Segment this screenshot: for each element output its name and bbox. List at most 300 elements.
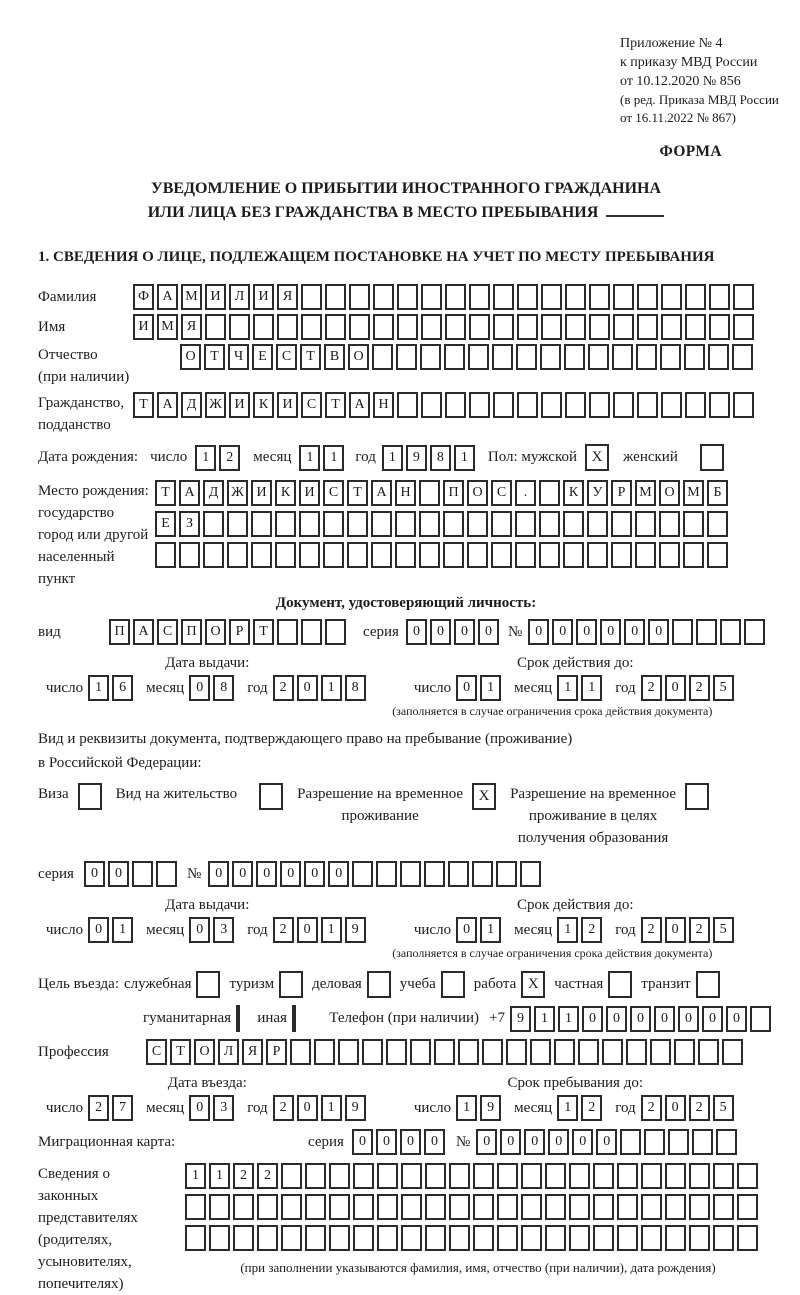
char-box[interactable]: 9 <box>480 1095 501 1121</box>
char-box[interactable] <box>410 1039 431 1065</box>
char-box[interactable] <box>569 1194 590 1220</box>
char-box[interactable]: Е <box>252 344 273 370</box>
char-box[interactable] <box>400 861 421 887</box>
char-box[interactable] <box>709 284 730 310</box>
char-box[interactable] <box>613 284 634 310</box>
char-box[interactable]: С <box>491 480 512 506</box>
char-box[interactable]: 2 <box>273 675 294 701</box>
char-box[interactable]: 2 <box>689 917 710 943</box>
char-box[interactable] <box>371 542 392 568</box>
char-box[interactable] <box>589 392 610 418</box>
char-box[interactable] <box>377 1163 398 1189</box>
char-box[interactable] <box>565 392 586 418</box>
char-box[interactable]: 0 <box>582 1006 603 1032</box>
char-box[interactable] <box>520 861 541 887</box>
char-box[interactable]: 3 <box>213 917 234 943</box>
char-box[interactable]: 1 <box>321 917 342 943</box>
char-box[interactable] <box>626 1039 647 1065</box>
char-box[interactable] <box>425 1194 446 1220</box>
char-box[interactable] <box>290 1039 311 1065</box>
char-box[interactable] <box>492 344 513 370</box>
char-box[interactable]: 1 <box>323 445 344 471</box>
char-box[interactable] <box>515 542 536 568</box>
char-box[interactable]: 8 <box>430 445 451 471</box>
char-box[interactable]: 9 <box>345 917 366 943</box>
char-box[interactable]: У <box>587 480 608 506</box>
char-box[interactable] <box>253 314 274 340</box>
char-box[interactable] <box>386 1039 407 1065</box>
char-box[interactable]: 0 <box>297 917 318 943</box>
char-box[interactable] <box>593 1163 614 1189</box>
char-box[interactable]: 2 <box>581 917 602 943</box>
char-box[interactable] <box>421 314 442 340</box>
char-box[interactable] <box>732 344 753 370</box>
char-box[interactable]: 1 <box>382 445 403 471</box>
char-box[interactable]: 0 <box>630 1006 651 1032</box>
char-box[interactable]: 0 <box>524 1129 545 1155</box>
char-box[interactable]: К <box>563 480 584 506</box>
char-box[interactable] <box>185 1194 206 1220</box>
char-box[interactable]: 1 <box>454 445 475 471</box>
char-box[interactable] <box>468 344 489 370</box>
char-box[interactable]: Я <box>277 284 298 310</box>
char-box[interactable]: 1 <box>321 675 342 701</box>
char-box[interactable] <box>709 314 730 340</box>
char-box[interactable] <box>665 1225 686 1251</box>
char-box[interactable]: Д <box>203 480 224 506</box>
char-box[interactable]: А <box>157 284 178 310</box>
char-box[interactable] <box>683 511 704 537</box>
char-box[interactable] <box>707 542 728 568</box>
char-box[interactable] <box>684 344 705 370</box>
char-box[interactable]: Ф <box>133 284 154 310</box>
char-box[interactable] <box>469 314 490 340</box>
char-box[interactable]: М <box>157 314 178 340</box>
char-box[interactable] <box>733 284 754 310</box>
char-box[interactable] <box>233 1225 254 1251</box>
char-box[interactable]: С <box>276 344 297 370</box>
char-box[interactable] <box>707 511 728 537</box>
char-box[interactable]: М <box>683 480 704 506</box>
char-box[interactable] <box>660 344 681 370</box>
char-box[interactable] <box>497 1225 518 1251</box>
char-box[interactable] <box>421 392 442 418</box>
char-box[interactable] <box>371 511 392 537</box>
char-box[interactable] <box>257 1194 278 1220</box>
char-box[interactable] <box>352 861 373 887</box>
char-box[interactable] <box>362 1039 383 1065</box>
char-box[interactable] <box>229 314 250 340</box>
char-box[interactable] <box>689 1225 710 1251</box>
char-box[interactable]: И <box>251 480 272 506</box>
char-box[interactable] <box>397 284 418 310</box>
char-box[interactable] <box>277 314 298 340</box>
char-box[interactable]: Т <box>155 480 176 506</box>
char-box[interactable] <box>401 1225 422 1251</box>
char-box[interactable] <box>539 511 560 537</box>
char-box[interactable]: 0 <box>572 1129 593 1155</box>
char-box[interactable]: 1 <box>209 1163 230 1189</box>
char-box[interactable]: Л <box>229 284 250 310</box>
char-box[interactable] <box>713 1194 734 1220</box>
char-box[interactable] <box>593 1194 614 1220</box>
char-box[interactable]: 0 <box>648 619 669 645</box>
char-box[interactable]: Д <box>181 392 202 418</box>
char-box[interactable]: 6 <box>112 675 133 701</box>
char-box[interactable] <box>421 284 442 310</box>
checkbox-visa[interactable] <box>78 783 102 810</box>
char-box[interactable]: Ж <box>205 392 226 418</box>
char-box[interactable]: 3 <box>213 1095 234 1121</box>
char-box[interactable]: 2 <box>641 917 662 943</box>
char-box[interactable] <box>611 542 632 568</box>
char-box[interactable] <box>155 542 176 568</box>
char-box[interactable]: 9 <box>406 445 427 471</box>
char-box[interactable]: 0 <box>500 1129 521 1155</box>
char-box[interactable]: 1 <box>480 675 501 701</box>
char-box[interactable] <box>692 1129 713 1155</box>
char-box[interactable] <box>617 1194 638 1220</box>
char-box[interactable] <box>281 1194 302 1220</box>
char-box[interactable] <box>716 1129 737 1155</box>
char-box[interactable] <box>659 511 680 537</box>
char-box[interactable]: С <box>146 1039 167 1065</box>
char-box[interactable] <box>376 861 397 887</box>
char-box[interactable] <box>203 511 224 537</box>
checkbox-residence-permit[interactable] <box>259 783 283 810</box>
char-box[interactable] <box>613 314 634 340</box>
char-box[interactable] <box>554 1039 575 1065</box>
char-box[interactable] <box>517 284 538 310</box>
char-box[interactable]: П <box>443 480 464 506</box>
char-box[interactable]: 0 <box>528 619 549 645</box>
char-box[interactable]: П <box>109 619 130 645</box>
char-box[interactable]: 5 <box>713 675 734 701</box>
char-box[interactable]: 5 <box>713 917 734 943</box>
char-box[interactable] <box>541 284 562 310</box>
char-box[interactable] <box>521 1163 542 1189</box>
char-box[interactable] <box>132 861 153 887</box>
char-box[interactable] <box>541 314 562 340</box>
char-box[interactable] <box>203 542 224 568</box>
char-box[interactable] <box>637 314 658 340</box>
char-box[interactable] <box>397 314 418 340</box>
char-box[interactable] <box>565 314 586 340</box>
char-box[interactable]: Е <box>155 511 176 537</box>
char-box[interactable] <box>373 284 394 310</box>
char-box[interactable] <box>325 284 346 310</box>
char-box[interactable] <box>251 542 272 568</box>
char-box[interactable] <box>473 1163 494 1189</box>
char-box[interactable] <box>564 344 585 370</box>
char-box[interactable] <box>445 392 466 418</box>
char-box[interactable] <box>325 619 346 645</box>
char-box[interactable]: 0 <box>456 917 477 943</box>
char-box[interactable] <box>467 511 488 537</box>
char-box[interactable] <box>257 1225 278 1251</box>
char-box[interactable]: 2 <box>233 1163 254 1189</box>
char-box[interactable] <box>620 1129 641 1155</box>
char-box[interactable] <box>661 392 682 418</box>
char-box[interactable] <box>665 1163 686 1189</box>
char-box[interactable] <box>644 1129 665 1155</box>
char-box[interactable]: 1 <box>321 1095 342 1121</box>
checkbox-temp-residence-education[interactable] <box>685 783 709 810</box>
char-box[interactable]: Т <box>170 1039 191 1065</box>
char-box[interactable]: А <box>179 480 200 506</box>
char-box[interactable]: 0 <box>606 1006 627 1032</box>
char-box[interactable]: 0 <box>232 861 253 887</box>
char-box[interactable] <box>473 1194 494 1220</box>
char-box[interactable] <box>469 284 490 310</box>
char-box[interactable]: В <box>324 344 345 370</box>
char-box[interactable]: 0 <box>297 675 318 701</box>
char-box[interactable] <box>493 392 514 418</box>
char-box[interactable]: 0 <box>406 619 427 645</box>
char-box[interactable] <box>641 1225 662 1251</box>
char-box[interactable] <box>251 511 272 537</box>
char-box[interactable]: Н <box>395 480 416 506</box>
char-box[interactable] <box>445 284 466 310</box>
char-box[interactable] <box>472 861 493 887</box>
char-box[interactable] <box>458 1039 479 1065</box>
char-box[interactable]: 0 <box>654 1006 675 1032</box>
char-box[interactable]: Т <box>325 392 346 418</box>
char-box[interactable]: К <box>275 480 296 506</box>
char-box[interactable] <box>347 542 368 568</box>
char-box[interactable] <box>419 542 440 568</box>
checkbox-sex-male[interactable]: X <box>585 444 609 471</box>
char-box[interactable]: . <box>515 480 536 506</box>
char-box[interactable]: 0 <box>108 861 129 887</box>
char-box[interactable] <box>209 1194 230 1220</box>
char-box[interactable]: Я <box>181 314 202 340</box>
char-box[interactable] <box>424 861 445 887</box>
char-box[interactable] <box>448 861 469 887</box>
char-box[interactable]: 0 <box>256 861 277 887</box>
char-box[interactable] <box>349 284 370 310</box>
char-box[interactable] <box>281 1163 302 1189</box>
char-box[interactable]: 2 <box>689 675 710 701</box>
char-box[interactable]: 0 <box>552 619 573 645</box>
char-box[interactable] <box>396 344 417 370</box>
char-box[interactable] <box>425 1225 446 1251</box>
char-box[interactable] <box>395 511 416 537</box>
char-box[interactable]: 0 <box>476 1129 497 1155</box>
char-box[interactable]: 1 <box>88 675 109 701</box>
char-box[interactable] <box>563 511 584 537</box>
char-box[interactable]: 0 <box>189 917 210 943</box>
char-box[interactable]: 2 <box>219 445 240 471</box>
char-box[interactable]: 9 <box>510 1006 531 1032</box>
char-box[interactable] <box>496 861 517 887</box>
char-box[interactable] <box>209 1225 230 1251</box>
char-box[interactable]: О <box>348 344 369 370</box>
char-box[interactable] <box>493 284 514 310</box>
char-box[interactable] <box>372 344 393 370</box>
char-box[interactable]: 0 <box>548 1129 569 1155</box>
char-box[interactable]: И <box>253 284 274 310</box>
checkbox-purpose-business[interactable] <box>367 971 391 998</box>
char-box[interactable] <box>497 1163 518 1189</box>
char-box[interactable]: 1 <box>534 1006 555 1032</box>
char-box[interactable] <box>611 511 632 537</box>
char-box[interactable] <box>353 1225 374 1251</box>
char-box[interactable] <box>545 1194 566 1220</box>
char-box[interactable] <box>750 1006 771 1032</box>
char-box[interactable] <box>689 1163 710 1189</box>
char-box[interactable] <box>515 511 536 537</box>
char-box[interactable]: 0 <box>596 1129 617 1155</box>
checkbox-purpose-transit[interactable] <box>696 971 720 998</box>
char-box[interactable] <box>674 1039 695 1065</box>
char-box[interactable]: Б <box>707 480 728 506</box>
char-box[interactable]: А <box>133 619 154 645</box>
char-box[interactable] <box>420 344 441 370</box>
char-box[interactable] <box>698 1039 719 1065</box>
char-box[interactable] <box>733 392 754 418</box>
char-box[interactable]: 1 <box>557 1095 578 1121</box>
char-box[interactable] <box>353 1163 374 1189</box>
char-box[interactable] <box>722 1039 743 1065</box>
char-box[interactable] <box>641 1194 662 1220</box>
char-box[interactable]: Р <box>611 480 632 506</box>
char-box[interactable]: П <box>181 619 202 645</box>
char-box[interactable]: 0 <box>624 619 645 645</box>
char-box[interactable] <box>588 344 609 370</box>
char-box[interactable] <box>373 314 394 340</box>
char-box[interactable] <box>617 1225 638 1251</box>
char-box[interactable]: 1 <box>557 675 578 701</box>
char-box[interactable]: 0 <box>456 675 477 701</box>
char-box[interactable]: 0 <box>665 1095 686 1121</box>
char-box[interactable]: 2 <box>689 1095 710 1121</box>
char-box[interactable] <box>665 1194 686 1220</box>
char-box[interactable] <box>325 314 346 340</box>
char-box[interactable]: М <box>635 480 656 506</box>
char-box[interactable] <box>565 284 586 310</box>
char-box[interactable] <box>275 542 296 568</box>
char-box[interactable] <box>589 284 610 310</box>
char-box[interactable] <box>650 1039 671 1065</box>
char-box[interactable]: 8 <box>345 675 366 701</box>
char-box[interactable] <box>569 1163 590 1189</box>
char-box[interactable]: 5 <box>713 1095 734 1121</box>
char-box[interactable] <box>578 1039 599 1065</box>
char-box[interactable]: 2 <box>641 1095 662 1121</box>
char-box[interactable]: 0 <box>702 1006 723 1032</box>
char-box[interactable] <box>277 619 298 645</box>
char-box[interactable] <box>563 542 584 568</box>
char-box[interactable]: О <box>205 619 226 645</box>
char-box[interactable] <box>425 1163 446 1189</box>
char-box[interactable]: 1 <box>456 1095 477 1121</box>
char-box[interactable]: С <box>323 480 344 506</box>
char-box[interactable] <box>491 542 512 568</box>
char-box[interactable] <box>473 1225 494 1251</box>
char-box[interactable] <box>539 542 560 568</box>
checkbox-purpose-study[interactable] <box>441 971 465 998</box>
char-box[interactable]: И <box>229 392 250 418</box>
char-box[interactable] <box>227 511 248 537</box>
char-box[interactable] <box>635 511 656 537</box>
char-box[interactable] <box>737 1225 758 1251</box>
char-box[interactable]: 0 <box>665 917 686 943</box>
char-box[interactable]: А <box>349 392 370 418</box>
char-box[interactable] <box>299 542 320 568</box>
checkbox-purpose-work[interactable]: X <box>521 971 545 998</box>
char-box[interactable] <box>659 542 680 568</box>
char-box[interactable] <box>227 542 248 568</box>
char-box[interactable]: 0 <box>400 1129 421 1155</box>
char-box[interactable]: 2 <box>273 917 294 943</box>
char-box[interactable]: 0 <box>726 1006 747 1032</box>
char-box[interactable]: И <box>133 314 154 340</box>
char-box[interactable] <box>613 392 634 418</box>
checkbox-temp-residence[interactable]: X <box>472 783 496 810</box>
char-box[interactable]: 2 <box>88 1095 109 1121</box>
char-box[interactable]: О <box>659 480 680 506</box>
char-box[interactable] <box>299 511 320 537</box>
char-box[interactable]: 0 <box>189 1095 210 1121</box>
char-box[interactable]: Т <box>133 392 154 418</box>
char-box[interactable]: 1 <box>112 917 133 943</box>
char-box[interactable] <box>668 1129 689 1155</box>
char-box[interactable]: С <box>301 392 322 418</box>
char-box[interactable] <box>281 1225 302 1251</box>
char-box[interactable] <box>395 542 416 568</box>
char-box[interactable] <box>305 1225 326 1251</box>
char-box[interactable] <box>683 542 704 568</box>
char-box[interactable] <box>521 1225 542 1251</box>
char-box[interactable] <box>275 511 296 537</box>
char-box[interactable] <box>545 1163 566 1189</box>
char-box[interactable] <box>733 314 754 340</box>
char-box[interactable] <box>467 542 488 568</box>
char-box[interactable]: 1 <box>557 917 578 943</box>
char-box[interactable] <box>540 344 561 370</box>
char-box[interactable]: Р <box>229 619 250 645</box>
char-box[interactable]: 1 <box>299 445 320 471</box>
char-box[interactable] <box>449 1194 470 1220</box>
char-box[interactable]: Р <box>266 1039 287 1065</box>
char-box[interactable]: 1 <box>195 445 216 471</box>
char-box[interactable]: 2 <box>581 1095 602 1121</box>
char-box[interactable]: 8 <box>213 675 234 701</box>
char-box[interactable]: К <box>253 392 274 418</box>
char-box[interactable] <box>497 1194 518 1220</box>
char-box[interactable] <box>301 619 322 645</box>
char-box[interactable]: 0 <box>376 1129 397 1155</box>
char-box[interactable] <box>205 314 226 340</box>
char-box[interactable]: Т <box>347 480 368 506</box>
char-box[interactable] <box>516 344 537 370</box>
char-box[interactable]: Т <box>204 344 225 370</box>
char-box[interactable] <box>569 1225 590 1251</box>
char-box[interactable]: 0 <box>297 1095 318 1121</box>
char-box[interactable] <box>305 1163 326 1189</box>
char-box[interactable] <box>689 1194 710 1220</box>
char-box[interactable] <box>445 314 466 340</box>
char-box[interactable]: 0 <box>88 917 109 943</box>
char-box[interactable]: 0 <box>328 861 349 887</box>
char-box[interactable] <box>323 511 344 537</box>
char-box[interactable]: С <box>157 619 178 645</box>
char-box[interactable] <box>449 1163 470 1189</box>
char-box[interactable]: И <box>299 480 320 506</box>
char-box[interactable] <box>493 314 514 340</box>
char-box[interactable]: 9 <box>345 1095 366 1121</box>
